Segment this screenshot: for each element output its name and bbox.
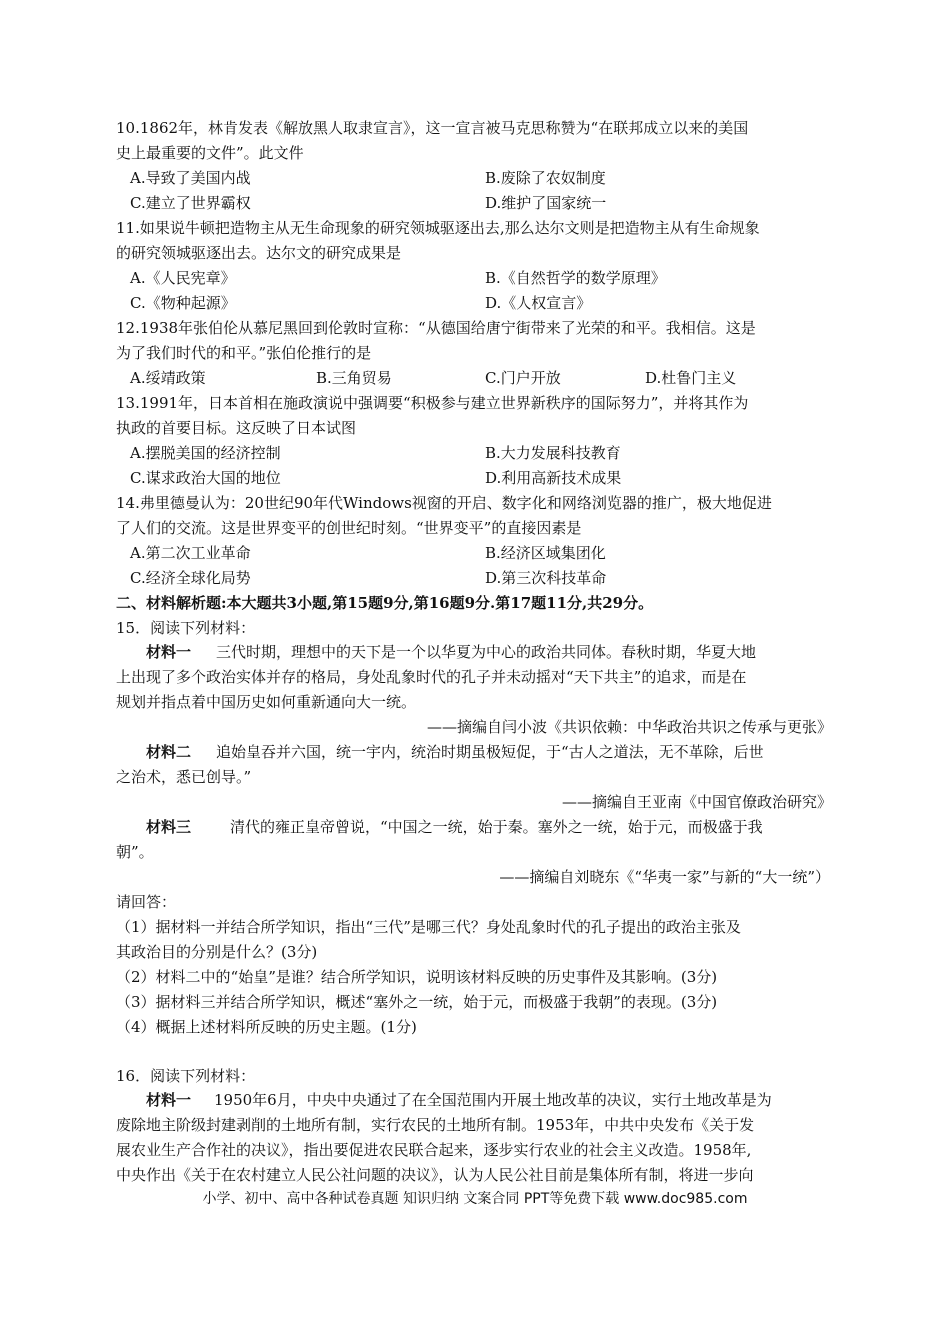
q13-option-b: B.大力发展科技教育 xyxy=(485,444,621,462)
q13-stem-line2: 执政的首要目标。这反映了日本试图 xyxy=(116,419,357,437)
q15-sub1-line2: 其政治目的分别是什么？(3分) xyxy=(116,943,318,961)
q15-sub3: （3）据材料三并结合所学知识，概述“塞外之一统，始于元，而极盛于我朝”的表现。(3分) xyxy=(116,993,718,1011)
q12-stem-line1: 12.1938年张伯伦从慕尼黑回到伦敦时宣称：“从德国给唐宁街带来了光荣的和平。我相信。这是 xyxy=(116,319,756,337)
q11-option-c: C.《物种起源》 xyxy=(130,294,236,312)
q10-stem-line2: 史上最重要的文件”。此文件 xyxy=(116,144,304,162)
q15-material3-label: 材料三 xyxy=(146,818,192,836)
q14-option-c: C.经济全球化局势 xyxy=(130,569,251,587)
section-heading: 二、材料解析题:本大题共3小题,第15题9分,第16题9分.第17题11分,共29分。 xyxy=(116,594,654,612)
q15-material1-line3: 规划并指点着中国历史如何重新通向大一统。 xyxy=(116,693,417,711)
q15-sub2: （2）材料二中的“始皇”是谁？结合所学知识，说明该材料反映的历史事件及其影响。(3分) xyxy=(116,968,718,986)
q15-material1-label: 材料一 xyxy=(146,643,192,661)
q13-stem-line1: 13.1991年，日本首相在施政演说中强调要“积极参与建立世界新秩序的国际努力”，并将其作为 xyxy=(116,394,749,412)
q10-stem-line1: 10.1862年，林肯发表《解放黑人取隶宣言》，这一宣言被马克思称赞为“在联邦成立以来的美国 xyxy=(116,119,749,137)
q10-option-a: A.导致了美国内战 xyxy=(130,169,251,187)
q13-option-a: A.摆脱美国的经济控制 xyxy=(130,444,281,462)
q14-option-b: B.经济区域集团化 xyxy=(485,544,606,562)
q14-stem-line1: 14.弗里德曼认为：20世纪90年代Windows视窗的开启、数字化和网络浏览器的推广，极大地促进 xyxy=(116,494,772,512)
q15-sub4: （4）概据上述材料所反映的历史主题。(1分) xyxy=(116,1018,417,1036)
q12-stem-line2: 为了我们时代的和平。”张伯伦推行的是 xyxy=(116,344,372,362)
q14-stem-line2: 了人们的交流。这是世界变平的创世纪时刻。“世界变平”的直接因素是 xyxy=(116,519,582,537)
q15-material3-line2: 朝”。 xyxy=(116,843,154,861)
q12-option-d: D.杜鲁门主义 xyxy=(645,369,737,387)
q16-material1-line1: 1950年6月，中央中央通过了在全国范围内开展土地改革的决议，实行土地改革是为 xyxy=(214,1091,772,1109)
q16-intro: 16．阅读下列材料： xyxy=(116,1067,256,1085)
q16-material1-line4: 中央作出《关于在农村建立人民公社问题的决议》，认为人民公社目前是集体所有制，将进一步向 xyxy=(116,1166,754,1184)
q12-option-b: B.三角贸易 xyxy=(316,369,392,387)
q11-option-d: D.《人权宣言》 xyxy=(485,294,592,312)
q15-material2-line2: 之治术，悉已创导。” xyxy=(116,768,252,786)
q10-option-c: C.建立了世界霸权 xyxy=(130,194,251,212)
q15-material2-source: ——摘编自王亚南《中国官僚政治研究》 xyxy=(561,793,832,811)
q15-material2-line1: 追始皇吞并六国，统一宇内，统治时期虽极短促，于“古人之道法，无不革除，后世 xyxy=(216,743,764,761)
q15-intro: 15．阅读下列材料： xyxy=(116,619,256,637)
q13-option-d: D.利用高新技术成果 xyxy=(485,469,622,487)
q11-stem-line2: 的研究领城驱逐出去。达尔文的研究成果是 xyxy=(116,244,402,262)
q10-option-d: D.维护了国家统一 xyxy=(485,194,607,212)
q15-material1-source: ——摘编自闫小波《共识依赖：中华政治共识之传承与更张》 xyxy=(426,718,832,736)
q12-option-a: A.绥靖政策 xyxy=(130,369,206,387)
q15-material1-line2: 上出现了多个政治实体并存的格局，身处乱象时代的孔子并未动摇对“天下共主”的追求，而是在 xyxy=(116,668,747,686)
q15-material3-line1: 清代的雍正皇帝曾说，“中国之一统，始于秦。塞外之一统，始于元，而极盛于我 xyxy=(230,818,763,836)
q15-material1-line1: 三代时期，理想中的天下是一个以华夏为中心的政治共同体。春秋时期，华夏大地 xyxy=(216,643,757,661)
q11-option-b: B.《自然哲学的数学原理》 xyxy=(485,269,666,287)
q15-ask: 请回答： xyxy=(116,893,177,911)
q11-option-a: A.《人民宪章》 xyxy=(130,269,236,287)
q16-material1-line2: 废除地主阶级封建剥削的土地所有制，实行农民的土地所有制。1953年，中共中央发布《关于发 xyxy=(116,1116,755,1134)
q12-option-c: C.门户开放 xyxy=(485,369,561,387)
q11-stem-line1: 11.如果说牛顿把造物主从无生命现象的研究领城驱逐出去,那么达尔文则是把造物主从有生命规象 xyxy=(116,219,760,237)
q13-option-c: C.谋求政治大国的地位 xyxy=(130,469,281,487)
q15-sub1-line1: （1）据材料一并结合所学知识，指出“三代”是哪三代？身处乱象时代的孔子提出的政治主张及 xyxy=(116,918,741,936)
page-footer: 小学、初中、高中各种试卷真题 知识归纳 文案合同 PPT等免费下载 www.doc985.com xyxy=(202,1191,748,1207)
q15-material2-label: 材料二 xyxy=(146,743,192,761)
q10-option-b: B.废除了农奴制度 xyxy=(485,169,606,187)
q16-material1-label: 材料一 xyxy=(146,1091,192,1109)
q14-option-d: D.第三次科技革命 xyxy=(485,569,607,587)
q16-material1-line3: 展农业生产合作社的决议》，指出要促进农民联合起来，逐步实行农业的社会主义改造。1958年, xyxy=(116,1141,752,1159)
q14-option-a: A.第二次工业革命 xyxy=(130,544,251,562)
q15-material3-source: ——摘编自刘晓东《“华夷一家”与新的“大一统”） xyxy=(499,868,830,886)
